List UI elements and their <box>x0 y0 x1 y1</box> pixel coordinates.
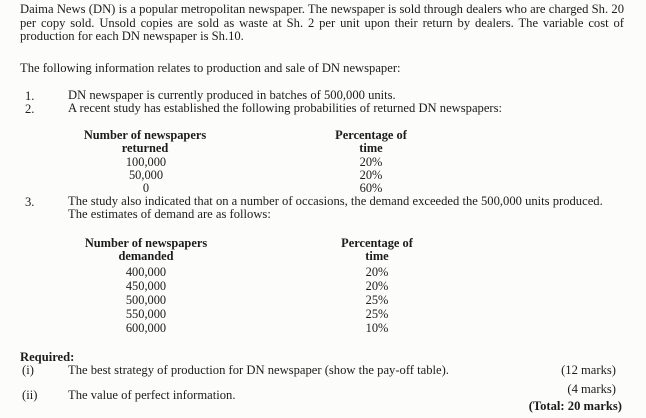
demand-col1-header: Number of newspapers demanded <box>84 236 208 263</box>
lead-sentence: The following information relates to production and sale of DN newspaper: <box>20 61 401 75</box>
demand-pct-4: 25% <box>365 307 389 321</box>
part-i-text: The best strategy of production for DN newspaper (show the pay-off table). <box>68 363 449 377</box>
part-i-number: (i) <box>22 363 34 377</box>
item-2-number: 2. <box>25 102 35 116</box>
part-i-marks: (12 marks) <box>561 363 616 377</box>
item-1-number: 1. <box>25 89 35 103</box>
returned-col1-header: Number of newspapers returned <box>83 128 207 155</box>
returned-qty-3: 0 <box>142 181 150 195</box>
item-3-number: 3. <box>25 195 35 209</box>
returned-qty-1: 100,000 <box>125 155 167 169</box>
demand-pct-1: 20% <box>365 265 389 279</box>
item-3-text: The study also indicated that on a number of occasions, the demand exceeded the 500,000 units produced. The estimates of demand are as follows: <box>68 194 603 222</box>
intro-paragraph: Daima News (DN) is a popular metropolitan newspaper. The newspaper is sold through dealers who are charged Sh. 20 per copy sold. Unsold copies are sold as waste at Sh. 2 per unit upon their return by dealers. The variable cost of production for each DN newspaper is Sh.10. <box>20 2 624 44</box>
part-ii-text: The value of perfect information. <box>68 388 236 402</box>
demand-pct-2: 20% <box>365 279 389 293</box>
demand-qty-4: 550,000 <box>125 307 167 321</box>
demand-qty-2: 450,000 <box>125 279 167 293</box>
part-ii-number: (ii) <box>22 388 38 402</box>
demand-qty-5: 600,000 <box>125 321 167 335</box>
total-marks: (Total: 20 marks) <box>528 399 622 413</box>
required-heading: Required: <box>20 350 75 364</box>
demand-qty-1: 400,000 <box>125 265 167 279</box>
demand-pct-5: 10% <box>365 321 389 335</box>
item-1-text: DN newspaper is currently produced in batches of 500,000 units. <box>68 88 396 102</box>
returned-pct-3: 60% <box>359 181 383 195</box>
returned-pct-1: 20% <box>359 155 383 169</box>
demand-col2-header: Percentage of time <box>341 236 413 263</box>
demand-pct-3: 25% <box>365 293 389 307</box>
returned-pct-2: 20% <box>359 168 383 182</box>
part-ii-marks: (4 marks) <box>567 382 616 396</box>
item-2-text: A recent study has established the following probabilities of returned DN newspapers: <box>68 101 503 115</box>
demand-qty-3: 500,000 <box>125 293 167 307</box>
returned-col2-header: Percentage of time <box>335 128 407 155</box>
returned-qty-2: 50,000 <box>128 168 164 182</box>
